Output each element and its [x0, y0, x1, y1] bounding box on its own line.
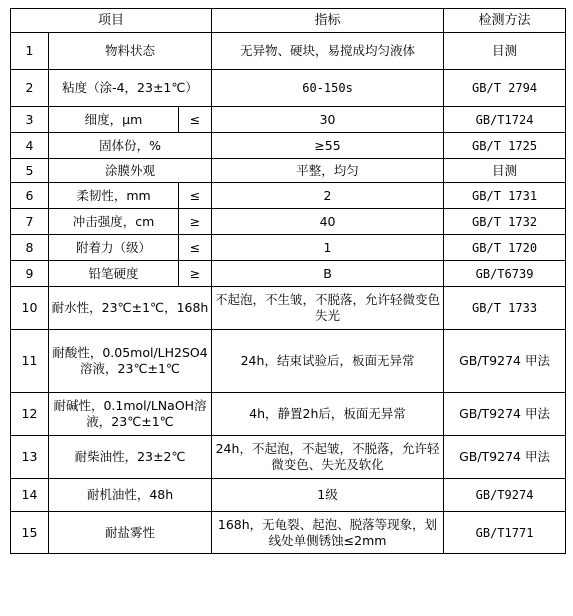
table-row — [11, 209, 566, 235]
header-row — [11, 9, 566, 33]
spec-cell: 40 — [212, 209, 444, 235]
item-cell: 耐酸性，0.05mol/LH2SO4溶液，23℃±1℃ — [49, 330, 212, 393]
row-number: 4 — [11, 133, 49, 159]
header-spec: 指标 — [212, 9, 444, 33]
method-cell: GB/T 1725 — [444, 133, 566, 159]
spec-cell: 24h，不起泡，不起皱，不脱落，允许轻微变色、失光及软化 — [212, 436, 444, 479]
method-cell: GB/T9274 甲法 — [444, 393, 566, 436]
method-cell: GB/T1724 — [444, 107, 566, 133]
item-cell: 粘度（涂-4，23±1℃） — [49, 70, 212, 107]
table-row — [11, 261, 566, 287]
spec-cell: 平整，均匀 — [212, 159, 444, 183]
header-method: 检测方法 — [444, 9, 566, 33]
row-number: 12 — [11, 393, 49, 436]
table-row — [11, 436, 566, 479]
spec-cell: 168h，无龟裂、起泡、脱落等现象，划线处单侧锈蚀≤2mm — [212, 512, 444, 554]
method-cell: GB/T9274 甲法 — [444, 330, 566, 393]
item-cell: 冲击强度，cm — [49, 209, 179, 235]
table-row — [11, 393, 566, 436]
comparison-symbol: ≥ — [179, 209, 212, 235]
method-cell: GB/T 1733 — [444, 287, 566, 330]
spec-table — [10, 8, 566, 554]
method-cell: GB/T6739 — [444, 261, 566, 287]
table-row — [11, 159, 566, 183]
spec-cell: 无异物、硬块，易搅成均匀液体 — [212, 33, 444, 70]
method-cell: GB/T1771 — [444, 512, 566, 554]
item-cell: 固体份，% — [49, 133, 212, 159]
item-cell: 耐碱性，0.1mol/LNaOH溶液，23℃±1℃ — [49, 393, 212, 436]
comparison-symbol: ≤ — [179, 235, 212, 261]
row-number: 3 — [11, 107, 49, 133]
table-row — [11, 133, 566, 159]
item-cell: 涂膜外观 — [49, 159, 212, 183]
item-cell: 物料状态 — [49, 33, 212, 70]
row-number: 14 — [11, 479, 49, 512]
row-number: 13 — [11, 436, 49, 479]
table-row — [11, 235, 566, 261]
item-cell: 耐柴油性，23±2℃ — [49, 436, 212, 479]
header-item: 项目 — [11, 9, 212, 33]
row-number: 9 — [11, 261, 49, 287]
spec-cell: B — [212, 261, 444, 287]
comparison-symbol: ≥ — [179, 261, 212, 287]
spec-cell: 1 — [212, 235, 444, 261]
row-number: 5 — [11, 159, 49, 183]
item-cell: 柔韧性，mm — [49, 183, 179, 209]
method-cell: GB/T 1732 — [444, 209, 566, 235]
item-cell: 耐水性，23℃±1℃，168h — [49, 287, 212, 330]
comparison-symbol: ≤ — [179, 107, 212, 133]
row-number: 1 — [11, 33, 49, 70]
item-cell: 附着力（级） — [49, 235, 179, 261]
table-row — [11, 70, 566, 107]
table-row — [11, 512, 566, 554]
spec-cell: 24h，结束试验后，板面无异常 — [212, 330, 444, 393]
method-cell: GB/T9274 — [444, 479, 566, 512]
row-number: 2 — [11, 70, 49, 107]
method-cell: GB/T9274 甲法 — [444, 436, 566, 479]
spec-cell: 1级 — [212, 479, 444, 512]
item-cell: 耐机油性，48h — [49, 479, 212, 512]
table-row — [11, 479, 566, 512]
method-cell: 目测 — [444, 33, 566, 70]
table-row — [11, 330, 566, 393]
spec-cell: 2 — [212, 183, 444, 209]
comparison-symbol: ≤ — [179, 183, 212, 209]
item-cell: 耐盐雾性 — [49, 512, 212, 554]
method-cell: GB/T 2794 — [444, 70, 566, 107]
table-row — [11, 33, 566, 70]
spec-cell: 4h，静置2h后，板面无异常 — [212, 393, 444, 436]
item-cell: 细度，μm — [49, 107, 179, 133]
table-row — [11, 107, 566, 133]
method-cell: GB/T 1720 — [444, 235, 566, 261]
item-cell: 铅笔硬度 — [49, 261, 179, 287]
table-row — [11, 287, 566, 330]
row-number: 8 — [11, 235, 49, 261]
method-cell: GB/T 1731 — [444, 183, 566, 209]
row-number: 15 — [11, 512, 49, 554]
row-number: 11 — [11, 330, 49, 393]
row-number: 7 — [11, 209, 49, 235]
row-number: 6 — [11, 183, 49, 209]
method-cell: 目测 — [444, 159, 566, 183]
spec-cell: 60-150s — [212, 70, 444, 107]
spec-cell: 30 — [212, 107, 444, 133]
spec-cell: 不起泡，不生皱，不脱落，允许轻微变色失光 — [212, 287, 444, 330]
row-number: 10 — [11, 287, 49, 330]
table-row — [11, 183, 566, 209]
spec-cell: ≥55 — [212, 133, 444, 159]
